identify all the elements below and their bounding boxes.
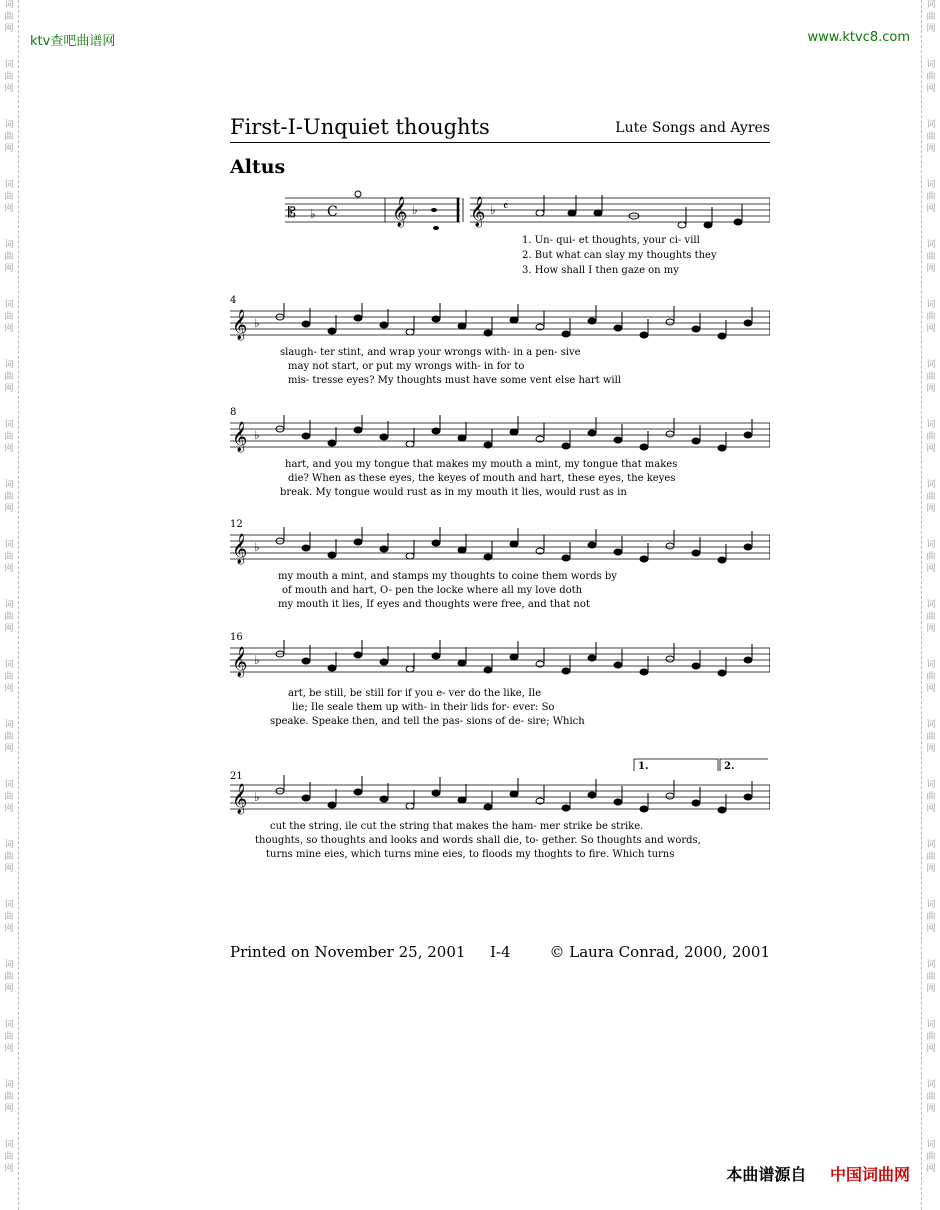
watermark-glyph: 词: [4, 480, 14, 490]
treble-clef: 𝄞: [232, 422, 248, 452]
watermark-glyph: 词: [926, 1020, 936, 1030]
watermark-glyph: 曲: [926, 312, 936, 322]
watermark-glyph: 曲: [4, 672, 14, 682]
watermark-glyph: 曲: [926, 1092, 936, 1102]
svg-text:♭: ♭: [412, 203, 418, 217]
note-head: [666, 793, 674, 799]
watermark-glyph: 词: [4, 540, 14, 550]
watermark-glyph: 词: [926, 480, 936, 490]
note-head: [406, 803, 414, 809]
note-head: [510, 317, 518, 323]
watermark-glyph: 曲: [4, 732, 14, 742]
note-head: [458, 547, 466, 553]
measure-number: 12: [230, 519, 243, 530]
staff-svg: [230, 757, 770, 821]
watermark-glyph: 网: [926, 624, 936, 634]
note-head: [666, 319, 674, 325]
watermark-glyph: 网: [4, 144, 14, 154]
watermark-glyph: 曲: [4, 972, 14, 982]
note-head: [744, 794, 752, 800]
note-head: [692, 800, 700, 806]
watermark-glyph: 词: [926, 720, 936, 730]
watermark-glyph: 曲: [4, 312, 14, 322]
watermark-glyph: 词: [926, 840, 936, 850]
watermark-glyph: 词: [4, 660, 14, 670]
watermark-glyph: 网: [4, 444, 14, 454]
note-head: [302, 433, 310, 439]
watermark-glyph: 曲: [926, 252, 936, 262]
watermark-glyph: 网: [926, 684, 936, 694]
note-head: [432, 316, 440, 322]
watermark-glyph: 网: [926, 204, 936, 214]
note-head: [510, 654, 518, 660]
note-head: [562, 331, 570, 337]
note-head: [484, 804, 492, 810]
watermark-glyph: 词: [4, 0, 14, 10]
lyric-line: lie; Ile seale them up with- in their lids for- ever: So: [292, 702, 555, 713]
lyric-line: 2. But what can slay my thoughts they: [522, 250, 717, 261]
watermark-glyph: 曲: [926, 912, 936, 922]
note-head: [328, 440, 336, 446]
lyric-line: 3. How shall I then gaze on my: [522, 265, 679, 276]
watermark-glyph: 词: [926, 900, 936, 910]
staff-svg: [230, 303, 770, 347]
note-head: [458, 660, 466, 666]
note-head: [614, 662, 622, 668]
watermark-glyph: 曲: [4, 792, 14, 802]
svg-text:𝄴: 𝄴: [503, 199, 509, 213]
watermark-glyph: 网: [926, 1104, 936, 1114]
ending-2: 2.: [724, 761, 735, 772]
watermark-glyph: 网: [4, 384, 14, 394]
lyric-line: may not start, or put my wrongs with- in for to: [288, 361, 525, 372]
copyright: © Laura Conrad, 2000, 2001: [549, 943, 770, 961]
watermark-glyph: 词: [4, 1080, 14, 1090]
watermark-glyph: 网: [926, 984, 936, 994]
measure-number: 4: [230, 295, 237, 306]
note-head: [640, 556, 648, 562]
watermark-glyph: 曲: [4, 72, 14, 82]
watermark-glyph: 词: [4, 1020, 14, 1030]
note-head: [666, 543, 674, 549]
measure-number: 21: [230, 771, 243, 782]
watermark-glyph: 词: [4, 180, 14, 190]
lyric-line: of mouth and hart, O- pen the locke where all my love doth: [282, 585, 583, 596]
watermark-glyph: 网: [926, 564, 936, 574]
lyric-line: slaugh- ter stint, and wrap your wrongs with- in a pen- sive: [280, 347, 581, 358]
watermark-glyph: 网: [926, 1044, 936, 1054]
watermark-glyph: 词: [926, 240, 936, 250]
note-head: [510, 541, 518, 547]
note-head: [380, 546, 388, 552]
watermark-glyph: 词: [926, 600, 936, 610]
watermark-glyph: 网: [4, 324, 14, 334]
watermark-glyph: 词: [926, 660, 936, 670]
staff-svg: [230, 415, 770, 459]
watermark-glyph: 网: [926, 804, 936, 814]
watermark-glyph: 曲: [4, 492, 14, 502]
note-head: [406, 666, 414, 672]
watermark-glyph: 词: [4, 60, 14, 70]
watermark-glyph: 网: [4, 1104, 14, 1114]
staff-svg: [230, 190, 770, 230]
note-head: [380, 434, 388, 440]
watermark-glyph: 曲: [4, 852, 14, 862]
lyric-line: break. My tongue would rust as in my mouth it lies, would rust as in: [280, 487, 627, 498]
key-flat: ♭: [254, 540, 260, 554]
note-head: [640, 444, 648, 450]
note-head: [406, 553, 414, 559]
note-head: [354, 652, 362, 658]
watermark-glyph: 词: [4, 600, 14, 610]
printed-date: Printed on November 25, 2001: [230, 943, 466, 961]
watermark-glyph: 网: [4, 924, 14, 934]
watermark-glyph: 网: [4, 1164, 14, 1174]
note-head: [458, 797, 466, 803]
watermark-glyph: 网: [4, 564, 14, 574]
note-head: [588, 318, 596, 324]
note-head: [718, 670, 726, 676]
watermark-glyph: 词: [926, 360, 936, 370]
svg-text:𝄞: 𝄞: [470, 197, 486, 227]
lyric-line: turns mine eies, which turns mine eies, to floods my thoghts to fire. Which turns: [266, 849, 675, 860]
watermark-glyph: 词: [926, 0, 936, 10]
note-head: [354, 427, 362, 433]
note-head: [354, 539, 362, 545]
header-site-left[interactable]: ktv查吧曲谱网: [30, 34, 116, 49]
watermark-glyph: 曲: [926, 372, 936, 382]
lyric-line: mis- tresse eyes? My thoughts must have some vent else hart will: [288, 375, 621, 386]
watermark-glyph: 词: [4, 240, 14, 250]
watermark-glyph: 网: [926, 384, 936, 394]
lyric-line: cut the string, ile cut the string that makes the ham- mer strike be strike.: [270, 821, 644, 832]
note-head: [588, 542, 596, 548]
note-head: [406, 441, 414, 447]
note-head: [302, 658, 310, 664]
collection-title: Lute Songs and Ayres: [615, 120, 770, 136]
note-head: [666, 656, 674, 662]
watermark-glyph: 网: [926, 744, 936, 754]
watermark-glyph: 网: [4, 204, 14, 214]
lyric-line: die? When as these eyes, the keyes of mouth and hart, these eyes, the keyes: [288, 473, 676, 484]
note-head: [744, 320, 752, 326]
note-head: [692, 663, 700, 669]
watermark-glyph: 词: [4, 1140, 14, 1150]
watermark-glyph: 词: [926, 60, 936, 70]
watermark-glyph: 网: [926, 144, 936, 154]
source-label: 本曲谱源自: [726, 1165, 807, 1184]
note-head: [588, 430, 596, 436]
watermark-glyph: 曲: [4, 192, 14, 202]
watermark-glyph: 网: [4, 504, 14, 514]
treble-clef: 𝄞: [232, 310, 248, 340]
watermark-glyph: 网: [4, 84, 14, 94]
note-head: [718, 333, 726, 339]
watermark-glyph: 曲: [4, 1092, 14, 1102]
watermark-glyph: 曲: [4, 912, 14, 922]
watermark-glyph: 曲: [926, 192, 936, 202]
music-system-1: [230, 190, 770, 280]
watermark-glyph: 网: [4, 744, 14, 754]
note-head: [588, 792, 596, 798]
note-head: [562, 668, 570, 674]
svg-text:C: C: [327, 204, 338, 220]
note-head: [432, 428, 440, 434]
note-head: [432, 653, 440, 659]
watermark-glyph: 网: [926, 864, 936, 874]
note-head: [562, 443, 570, 449]
note-head: [614, 325, 622, 331]
note-head: [640, 669, 648, 675]
watermark-glyph: 曲: [926, 1032, 936, 1042]
note-head: [614, 799, 622, 805]
note-head: [562, 805, 570, 811]
svg-text:♭: ♭: [310, 207, 316, 221]
note-head: [432, 540, 440, 546]
note-head: [354, 789, 362, 795]
key-flat: ♭: [254, 428, 260, 442]
note-head: [562, 555, 570, 561]
lyric-line: 1. Un- qui- et thoughts, your ci- vill: [522, 235, 700, 246]
note-head: [510, 429, 518, 435]
watermark-glyph: 网: [926, 444, 936, 454]
watermark-glyph: 词: [4, 960, 14, 970]
note-head: [692, 550, 700, 556]
note-head: [380, 796, 388, 802]
watermark-glyph: 曲: [926, 72, 936, 82]
watermark-glyph: 曲: [4, 132, 14, 142]
note-head: [640, 806, 648, 812]
note-head: [484, 442, 492, 448]
watermark-glyph: 曲: [4, 252, 14, 262]
watermark-glyph: 词: [926, 1140, 936, 1150]
staff-svg: [230, 527, 770, 571]
watermark-glyph: 网: [926, 924, 936, 934]
watermark-glyph: 曲: [4, 432, 14, 442]
watermark-glyph: 曲: [926, 552, 936, 562]
lyric-line: my mouth it lies, If eyes and thoughts were free, and that not: [278, 599, 590, 610]
note-head: [406, 329, 414, 335]
watermark-glyph: 曲: [926, 132, 936, 142]
note-head: [484, 554, 492, 560]
note-head: [484, 667, 492, 673]
music-system-6: [230, 757, 770, 867]
note-head: [640, 332, 648, 338]
source-site[interactable]: 中国词曲网: [829, 1165, 910, 1184]
watermark-glyph: 网: [926, 1164, 936, 1174]
key-flat: ♭: [254, 653, 260, 667]
lyric-line: speake. Speake then, and tell the pas- sions of de- sire; Which: [270, 716, 585, 727]
key-flat: ♭: [254, 790, 260, 804]
page-number: I-4: [490, 943, 511, 961]
note-head: [614, 549, 622, 555]
watermark-glyph: 词: [926, 960, 936, 970]
note-head: [302, 545, 310, 551]
watermark-glyph: 词: [4, 300, 14, 310]
lyric-line: art, be still, be still for if you e- ver do the like, Ile: [288, 688, 542, 699]
music-system-3: [230, 407, 770, 505]
music-system-2: [230, 295, 770, 393]
note-head: [432, 790, 440, 796]
part-name: Altus: [230, 156, 286, 178]
watermark-glyph: 曲: [926, 792, 936, 802]
treble-clef: 𝄞: [232, 647, 248, 677]
note-head: [458, 323, 466, 329]
header-site-right[interactable]: www.ktvc8.com: [807, 30, 910, 45]
measure-number: 8: [230, 407, 237, 418]
watermark-glyph: 网: [4, 804, 14, 814]
staff-svg: [230, 640, 770, 684]
note-head: [666, 431, 674, 437]
note-head: [484, 330, 492, 336]
watermark-glyph: 曲: [4, 552, 14, 562]
watermark-glyph: 曲: [926, 732, 936, 742]
watermark-glyph: 曲: [926, 1152, 936, 1162]
watermark-glyph: 词: [926, 780, 936, 790]
watermark-glyph: 网: [4, 264, 14, 274]
note-head: [354, 315, 362, 321]
music-system-4: [230, 519, 770, 617]
watermark-glyph: 曲: [926, 852, 936, 862]
note-head: [718, 445, 726, 451]
watermark-glyph: 网: [4, 24, 14, 34]
lyric-line: my mouth a mint, and stamps my thoughts to coine them words by: [278, 571, 617, 582]
note-head: [380, 322, 388, 328]
watermark-glyph: 词: [4, 900, 14, 910]
note-head: [380, 659, 388, 665]
measure-number: 16: [230, 632, 243, 643]
treble-clef: 𝄞: [232, 534, 248, 564]
watermark-glyph: 词: [926, 180, 936, 190]
watermark-glyph: 曲: [4, 612, 14, 622]
note-head: [588, 655, 596, 661]
note-head: [744, 657, 752, 663]
source-credit: [726, 1162, 910, 1185]
note-head: [302, 321, 310, 327]
watermark-glyph: 曲: [926, 612, 936, 622]
note-head: [614, 437, 622, 443]
watermark-glyph: 词: [4, 420, 14, 430]
note-head: [744, 544, 752, 550]
watermark-glyph: 词: [4, 840, 14, 850]
watermark-glyph: 词: [4, 360, 14, 370]
svg-text:𝄞: 𝄞: [392, 197, 408, 227]
note-head: [302, 795, 310, 801]
watermark-glyph: 曲: [926, 972, 936, 982]
watermark-glyph: 网: [4, 984, 14, 994]
watermark-glyph: 曲: [4, 1152, 14, 1162]
note-head: [718, 557, 726, 563]
watermark-glyph: 词: [926, 540, 936, 550]
watermark-glyph: 网: [926, 264, 936, 274]
watermark-glyph: 词: [926, 300, 936, 310]
note-head: [510, 791, 518, 797]
note-head: [328, 802, 336, 808]
ending-1: 1.: [638, 761, 649, 772]
svg-text:𝄡: 𝄡: [288, 205, 296, 221]
watermark-glyph: 曲: [926, 672, 936, 682]
note-head: [744, 432, 752, 438]
watermark-glyph: 词: [4, 720, 14, 730]
note-head: [692, 438, 700, 444]
watermark-glyph: 网: [4, 624, 14, 634]
note-head: [328, 328, 336, 334]
watermark-glyph: 曲: [4, 372, 14, 382]
watermark-glyph: 词: [926, 420, 936, 430]
watermark-glyph: 词: [4, 120, 14, 130]
note-head: [458, 435, 466, 441]
page-title: First-I-Unquiet thoughts: [230, 115, 490, 139]
watermark-glyph: 网: [4, 684, 14, 694]
note-head: [718, 807, 726, 813]
watermark-glyph: 曲: [926, 432, 936, 442]
watermark-glyph: 网: [926, 84, 936, 94]
watermark-glyph: 网: [4, 1044, 14, 1054]
watermark-glyph: 曲: [926, 492, 936, 502]
watermark-glyph: 网: [926, 324, 936, 334]
title-rule: [230, 142, 770, 143]
lyric-line: hart, and you my tongue that makes my mouth a mint, my tongue that makes: [285, 459, 678, 470]
key-flat: ♭: [254, 316, 260, 330]
watermark-glyph: 曲: [4, 12, 14, 22]
watermark-glyph: 词: [926, 1080, 936, 1090]
watermark-glyph: 曲: [926, 12, 936, 22]
note-head: [328, 665, 336, 671]
watermark-glyph: 网: [926, 504, 936, 514]
watermark-glyph: 词: [926, 120, 936, 130]
note-head: [692, 326, 700, 332]
svg-text:♭: ♭: [490, 203, 496, 217]
lyric-line: thoughts, so thoughts and looks and words shall die, to- gether. So thoughts and words,: [255, 835, 701, 846]
watermark-glyph: 网: [4, 864, 14, 874]
watermark-glyph: 曲: [4, 1032, 14, 1042]
music-system-5: [230, 632, 770, 730]
treble-clef: 𝄞: [232, 784, 248, 814]
watermark-glyph: 词: [4, 780, 14, 790]
note-head: [328, 552, 336, 558]
watermark-glyph: 网: [926, 24, 936, 34]
